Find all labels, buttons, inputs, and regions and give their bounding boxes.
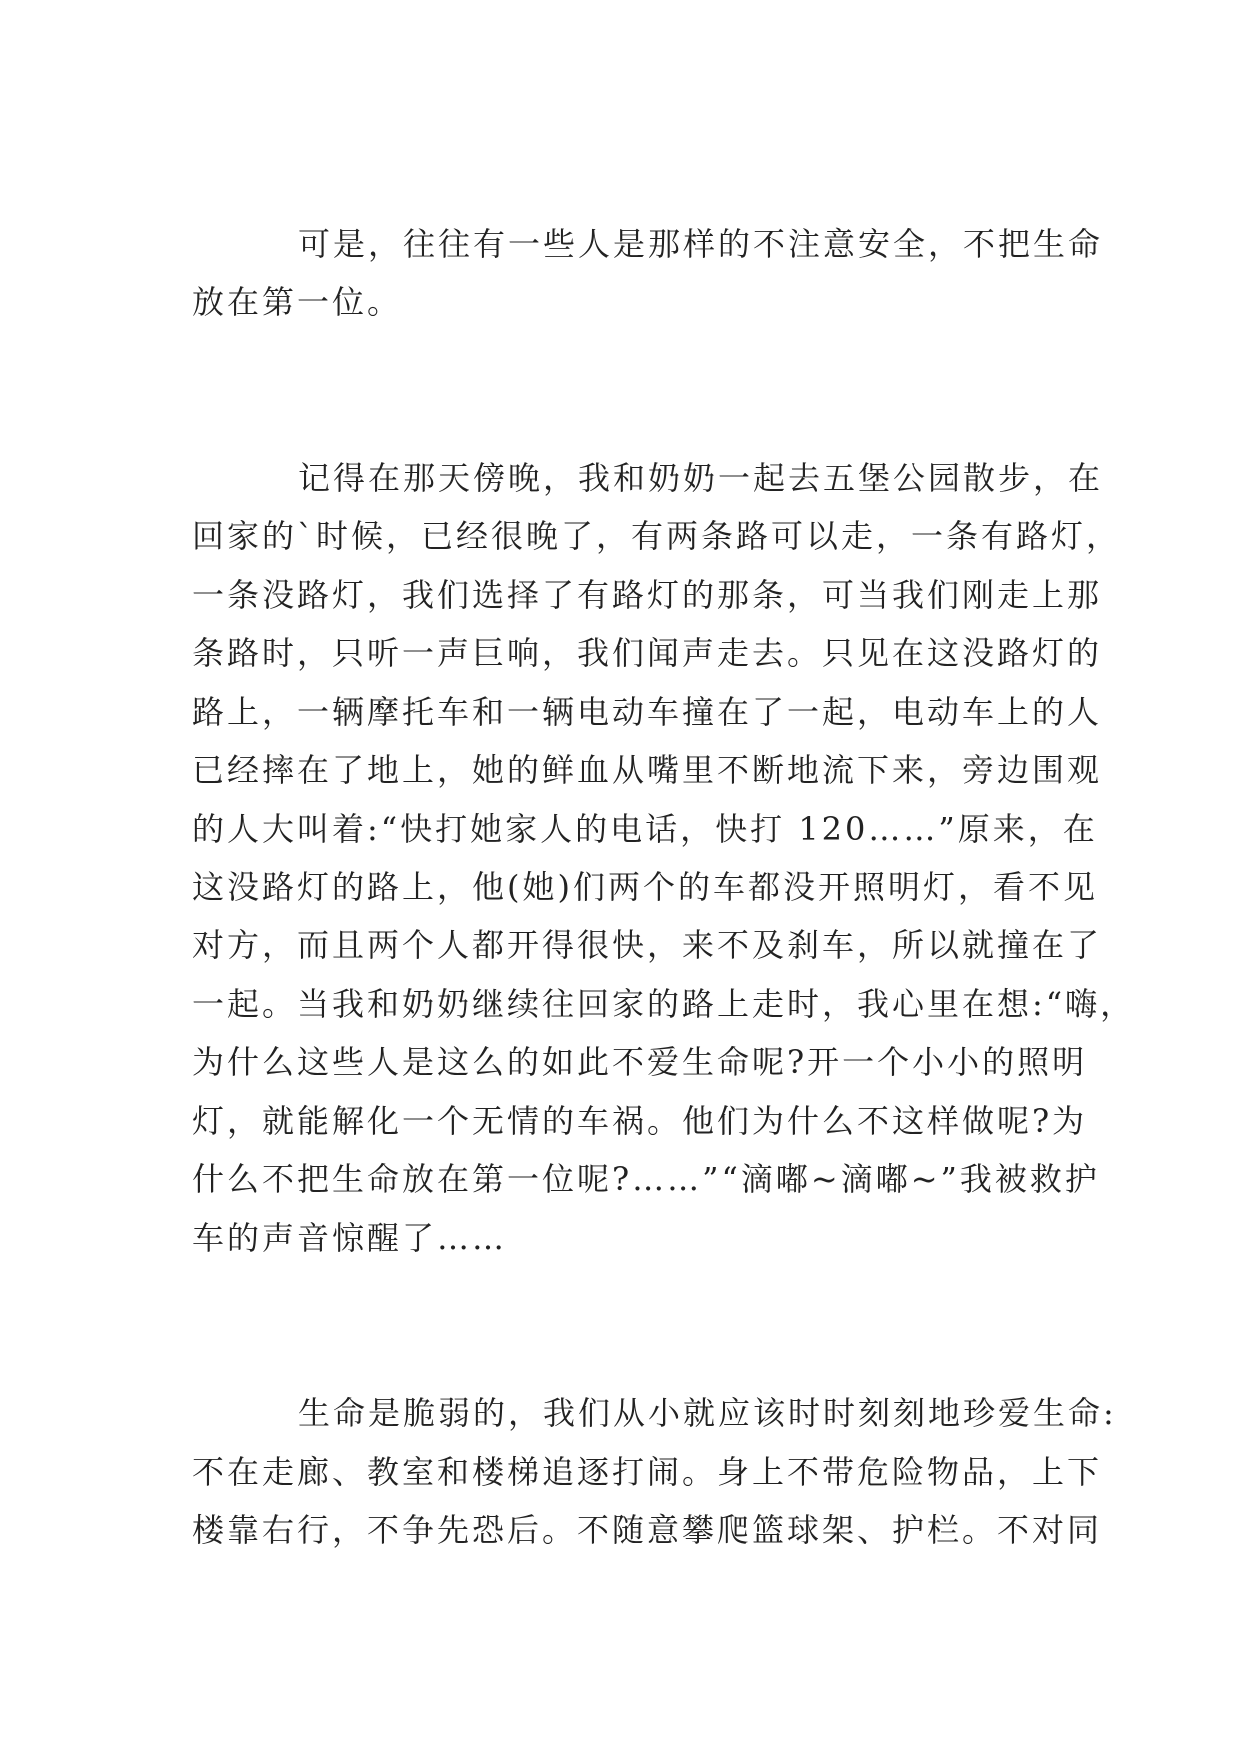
paragraph-2-line-3: 一条没路灯，我们选择了有路灯的那条，可当我们刚走上那 [192,576,1103,614]
paragraph-2-line-4: 条路时，只听一声巨响，我们闻声走去。只见在这没路灯的 [192,634,1103,672]
paragraph-2-line-12: 灯，就能解化一个无情的车祸。他们为什么不这样做呢?为 [192,1102,1088,1140]
paragraph-1-line-1: 可是，往往有一些人是那样的不注意安全，不把生命 [298,225,1104,263]
paragraph-3-line-2: 不在走廊、教室和楼梯追逐打闹。身上不带危险物品，上下 [192,1453,1103,1491]
paragraph-1-line-2: 放在第一位。 [192,283,403,321]
paragraph-2-line-2: 回家的`时候，已经很晚了，有两条路可以走，一条有路灯， [192,517,1122,555]
paragraph-2-line-10: 一起。当我和奶奶继续往回家的路上走时，我心里在想:“嗨， [192,985,1136,1023]
paragraph-2-line-5: 路上，一辆摩托车和一辆电动车撞在了一起，电动车上的人 [192,693,1103,731]
paragraph-2-line-13: 什么不把生命放在第一位呢?……”“滴嘟~滴嘟~”我被救护 [192,1160,1100,1198]
paragraph-2-line-14: 车的声音惊醒了…… [192,1219,508,1257]
paragraph-2-line-1: 记得在那天傍晚，我和奶奶一起去五堡公园散步，在 [298,459,1104,497]
paragraph-3-line-3: 楼靠右行，不争先恐后。不随意攀爬篮球架、护栏。不对同 [192,1511,1103,1549]
paragraph-3-line-1: 生命是脆弱的，我们从小就应该时时刻刻地珍爱生命: [298,1394,1117,1432]
paragraph-2-line-11: 为什么这些人是这么的如此不爱生命呢?开一个小小的照明 [192,1043,1088,1081]
paragraph-2-line-7: 的人大叫着:“快打她家人的电话，快打 120……”原来，在 [192,810,1098,848]
paragraph-2-line-6: 已经摔在了地上，她的鲜血从嘴里不断地流下来，旁边围观 [192,751,1103,789]
paragraph-2-line-8: 这没路灯的路上，他(她)们两个的车都没开照明灯，看不见 [192,868,1098,906]
paragraph-2-line-9: 对方，而且两个人都开得很快，来不及刹车，所以就撞在了 [192,926,1103,964]
